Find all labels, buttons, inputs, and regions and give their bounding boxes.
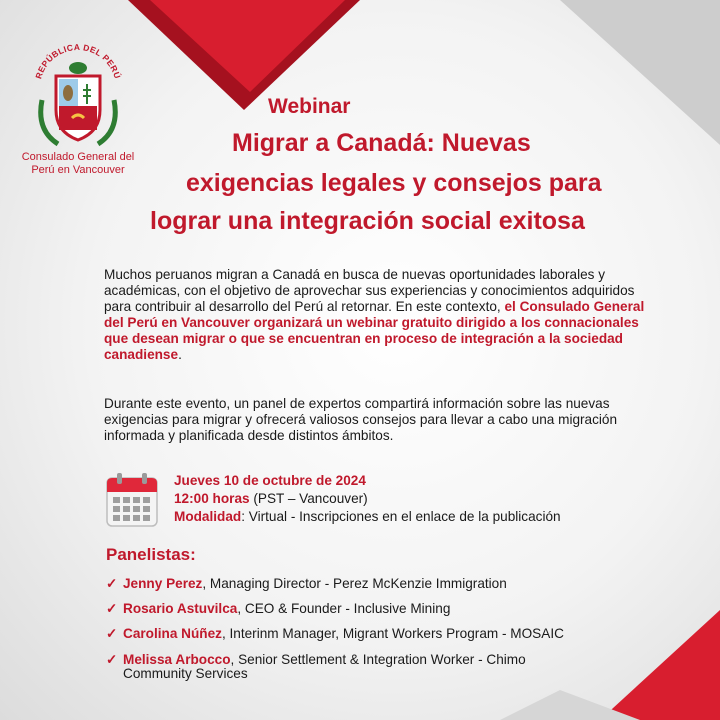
- modality-label: Modalidad: [174, 509, 242, 524]
- panelist-item: [106, 627, 666, 641]
- panelist-role-continued: Community Services: [123, 666, 248, 681]
- panelist-name: Carolina Núñez: [123, 626, 222, 641]
- intro-end: .: [178, 347, 182, 362]
- calendar-icon: [106, 472, 158, 528]
- panelist-name: Jenny Perez: [123, 576, 203, 591]
- event-details: [174, 472, 561, 526]
- panelist-role: , Managing Director - Perez McKenzie Immigration: [202, 576, 507, 591]
- check-icon: ✓: [106, 576, 118, 591]
- panelist-name: Melissa Arbocco: [123, 652, 231, 667]
- intro-paragraph-2: Durante este evento, un panel de expertos compartirá información sobre las nuevas exigencias para migrar y ofrecerá valiosos consejos para llevar a cabo una migración informada y planificada desde distintos ámbitos.: [104, 396, 618, 443]
- panelist-role: , Interinm Manager, Migrant Workers Program - MOSAIC: [221, 626, 564, 641]
- panelist-role: , Senior Settlement & Integration Worker - Chimo: [230, 652, 526, 667]
- seal-arc-text: REPÚBLICA DEL PERÚ: [33, 41, 123, 80]
- event-date: Jueves 10 de octubre de 2024: [174, 473, 366, 488]
- event-time-row: [174, 490, 561, 508]
- panelist-item: [106, 577, 666, 591]
- check-icon: ✓: [106, 626, 118, 641]
- panelists-heading: Panelistas:: [106, 545, 196, 564]
- panelist-name: Rosario Astuvilca: [123, 601, 238, 616]
- event-modality-row: [174, 508, 561, 526]
- check-icon: ✓: [106, 652, 118, 667]
- title-line-2: exigencias legales y consejos para: [186, 169, 602, 197]
- intro-highlight: el Consulado General del Perú en Vancouver organizará un webinar gratuito dirigido a los connacionales que desean migrar o que se encuentran en proceso de integración a la sociedad canadiense: [104, 299, 645, 362]
- webinar-label: Webinar: [268, 95, 351, 118]
- peru-coat-of-arms-icon: [28, 40, 128, 152]
- panelist-item: [106, 653, 666, 681]
- title-line-1: Migrar a Canadá: Nuevas: [232, 129, 531, 157]
- consulate-line-2: Perú en Vancouver: [31, 164, 125, 176]
- check-icon: ✓: [106, 601, 118, 616]
- panelist-role: , CEO & Founder - Inclusive Mining: [237, 601, 451, 616]
- consulate-line-1: Consulado General del: [21, 151, 135, 163]
- event-timezone: (PST – Vancouver): [253, 491, 368, 506]
- panelist-item: [106, 602, 666, 616]
- consulate-name: [8, 151, 148, 177]
- intro-plain: Muchos peruanos migran a Canadá en busca de nuevas oportunidades laborales y académicas, con el objetivo de aprovechar sus experiencias y conocimientos adquiridos para contribuir al desarrollo del Perú al retornar. En este contexto,: [104, 267, 635, 314]
- intro-paragraph-1: [104, 267, 660, 363]
- svg-text:REPÚBLICA DEL PERÚ: [33, 42, 123, 80]
- right-gray-triangle: [560, 0, 720, 145]
- title-line-3: lograr una integración social exitosa: [150, 207, 585, 235]
- event-time: 12:00 horas: [174, 491, 250, 506]
- modality-value: : Virtual - Inscripciones en el enlace de la publicación: [241, 509, 561, 524]
